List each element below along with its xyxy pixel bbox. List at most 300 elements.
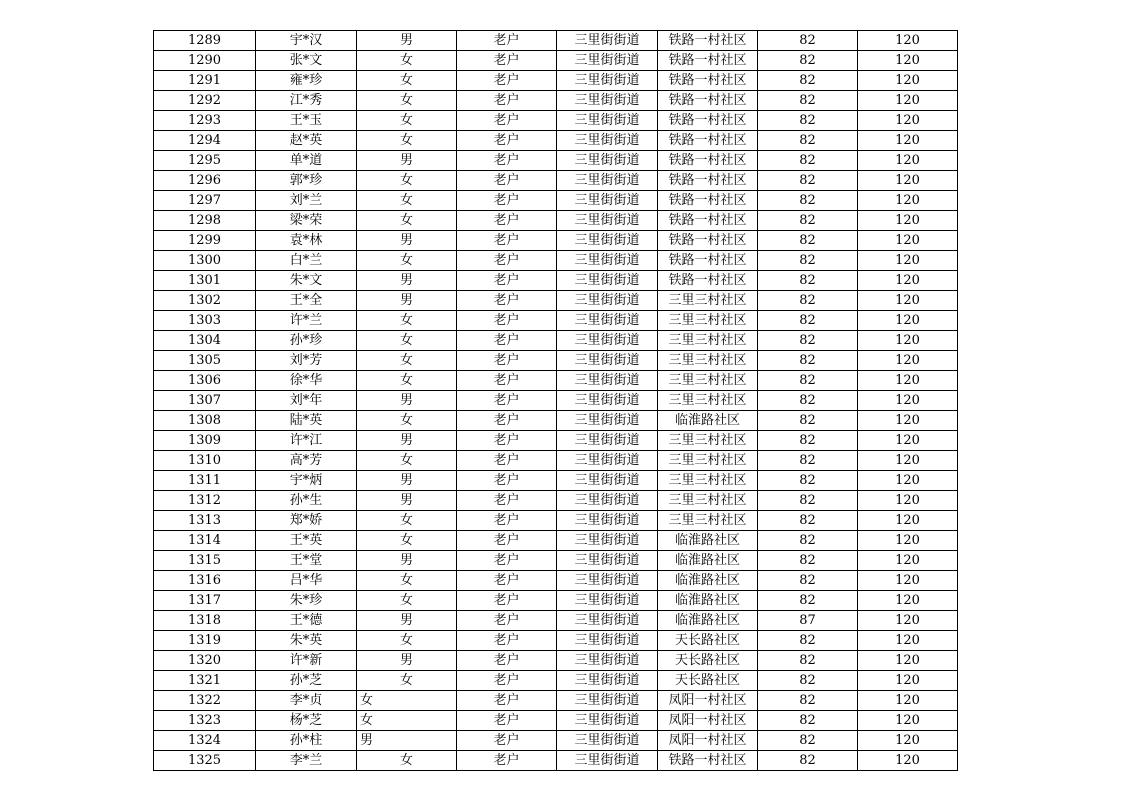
cell-name: 宇*炳: [256, 471, 357, 491]
cell-amount: 120: [858, 731, 958, 751]
cell-number: 1300: [154, 251, 256, 271]
cell-street: 三里街街道: [557, 291, 658, 311]
cell-household-type: 老户: [457, 111, 557, 131]
table-row: [154, 291, 958, 311]
cell-community: 铁路一村社区: [658, 751, 758, 771]
cell-score: 82: [758, 631, 858, 651]
cell-name: 王*全: [256, 291, 357, 311]
cell-number: 1324: [154, 731, 256, 751]
cell-amount: 120: [858, 51, 958, 71]
cell-score: 82: [758, 431, 858, 451]
cell-street: 三里街街道: [557, 31, 658, 51]
cell-gender: 女: [357, 631, 457, 651]
cell-score: 82: [758, 651, 858, 671]
cell-number: 1305: [154, 351, 256, 371]
cell-household-type: 老户: [457, 71, 557, 91]
table-row: [154, 671, 958, 691]
cell-amount: 120: [858, 171, 958, 191]
cell-amount: 120: [858, 491, 958, 511]
cell-amount: 120: [858, 331, 958, 351]
cell-number: 1298: [154, 211, 256, 231]
cell-household-type: 老户: [457, 451, 557, 471]
cell-gender: 女: [357, 671, 457, 691]
cell-name: 许*新: [256, 651, 357, 671]
cell-household-type: 老户: [457, 371, 557, 391]
data-table: [153, 30, 958, 771]
cell-number: 1304: [154, 331, 256, 351]
cell-household-type: 老户: [457, 691, 557, 711]
cell-name: 袁*林: [256, 231, 357, 251]
cell-community: 三里三村社区: [658, 431, 758, 451]
cell-name: 孙*生: [256, 491, 357, 511]
cell-household-type: 老户: [457, 411, 557, 431]
cell-name: 徐*华: [256, 371, 357, 391]
cell-amount: 120: [858, 311, 958, 331]
cell-community: 临淮路社区: [658, 531, 758, 551]
cell-score: 82: [758, 71, 858, 91]
cell-gender: 男: [357, 611, 457, 631]
cell-community: 铁路一村社区: [658, 151, 758, 171]
cell-name: 杨*芝: [256, 711, 357, 731]
cell-community: 铁路一村社区: [658, 191, 758, 211]
cell-gender: 男: [357, 471, 457, 491]
cell-community: 临淮路社区: [658, 611, 758, 631]
table-row: [154, 751, 958, 771]
cell-gender: 女: [357, 91, 457, 111]
cell-amount: 120: [858, 751, 958, 771]
cell-household-type: 老户: [457, 191, 557, 211]
cell-number: 1322: [154, 691, 256, 711]
cell-gender: 男: [357, 31, 457, 51]
cell-number: 1314: [154, 531, 256, 551]
cell-household-type: 老户: [457, 51, 557, 71]
cell-number: 1290: [154, 51, 256, 71]
table-row: [154, 471, 958, 491]
table-row: [154, 71, 958, 91]
table-body: [154, 31, 958, 771]
table-row: [154, 171, 958, 191]
cell-household-type: 老户: [457, 711, 557, 731]
cell-name: 王*玉: [256, 111, 357, 131]
cell-amount: 120: [858, 671, 958, 691]
cell-amount: 120: [858, 531, 958, 551]
cell-score: 82: [758, 711, 858, 731]
cell-gender: 男: [357, 231, 457, 251]
cell-household-type: 老户: [457, 551, 557, 571]
cell-score: 82: [758, 151, 858, 171]
cell-name: 孙*芝: [256, 671, 357, 691]
table-row: [154, 451, 958, 471]
cell-number: 1315: [154, 551, 256, 571]
cell-name: 江*秀: [256, 91, 357, 111]
table-row: [154, 331, 958, 351]
cell-household-type: 老户: [457, 271, 557, 291]
cell-community: 临淮路社区: [658, 571, 758, 591]
cell-gender: 男: [357, 651, 457, 671]
cell-gender: 女: [357, 371, 457, 391]
cell-score: 82: [758, 271, 858, 291]
cell-number: 1306: [154, 371, 256, 391]
cell-community: 临淮路社区: [658, 591, 758, 611]
cell-street: 三里街街道: [557, 491, 658, 511]
cell-number: 1311: [154, 471, 256, 491]
cell-street: 三里街街道: [557, 111, 658, 131]
cell-community: 天长路社区: [658, 631, 758, 651]
cell-amount: 120: [858, 431, 958, 451]
cell-number: 1303: [154, 311, 256, 331]
cell-amount: 120: [858, 111, 958, 131]
cell-street: 三里街街道: [557, 591, 658, 611]
cell-score: 82: [758, 31, 858, 51]
cell-name: 朱*珍: [256, 591, 357, 611]
cell-number: 1291: [154, 71, 256, 91]
cell-name: 郭*珍: [256, 171, 357, 191]
cell-number: 1302: [154, 291, 256, 311]
cell-household-type: 老户: [457, 231, 557, 251]
cell-score: 87: [758, 611, 858, 631]
cell-score: 82: [758, 51, 858, 71]
table-row: [154, 271, 958, 291]
cell-amount: 120: [858, 71, 958, 91]
cell-community: 三里三村社区: [658, 371, 758, 391]
cell-street: 三里街街道: [557, 451, 658, 471]
cell-name: 单*道: [256, 151, 357, 171]
cell-score: 82: [758, 691, 858, 711]
cell-gender: 男: [357, 151, 457, 171]
cell-street: 三里街街道: [557, 411, 658, 431]
cell-household-type: 老户: [457, 151, 557, 171]
table-row: [154, 651, 958, 671]
cell-score: 82: [758, 191, 858, 211]
cell-street: 三里街街道: [557, 351, 658, 371]
cell-number: 1312: [154, 491, 256, 511]
cell-name: 宇*汉: [256, 31, 357, 51]
cell-community: 三里三村社区: [658, 391, 758, 411]
cell-name: 刘*年: [256, 391, 357, 411]
table-row: [154, 551, 958, 571]
cell-community: 铁路一村社区: [658, 271, 758, 291]
cell-name: 朱*英: [256, 631, 357, 651]
cell-street: 三里街街道: [557, 331, 658, 351]
cell-amount: 120: [858, 191, 958, 211]
cell-amount: 120: [858, 651, 958, 671]
cell-household-type: 老户: [457, 471, 557, 491]
cell-gender: 男: [357, 731, 457, 751]
cell-amount: 120: [858, 471, 958, 491]
cell-gender: 女: [357, 591, 457, 611]
cell-score: 82: [758, 411, 858, 431]
cell-name: 陆*英: [256, 411, 357, 431]
cell-household-type: 老户: [457, 531, 557, 551]
cell-amount: 120: [858, 451, 958, 471]
cell-name: 王*德: [256, 611, 357, 631]
cell-street: 三里街街道: [557, 271, 658, 291]
cell-household-type: 老户: [457, 91, 557, 111]
cell-street: 三里街街道: [557, 431, 658, 451]
table-row: [154, 51, 958, 71]
cell-score: 82: [758, 311, 858, 331]
cell-amount: 120: [858, 351, 958, 371]
cell-score: 82: [758, 451, 858, 471]
cell-name: 刘*兰: [256, 191, 357, 211]
cell-number: 1295: [154, 151, 256, 171]
cell-community: 临淮路社区: [658, 411, 758, 431]
cell-community: 三里三村社区: [658, 511, 758, 531]
table-row: [154, 431, 958, 451]
cell-community: 铁路一村社区: [658, 231, 758, 251]
table-row: [154, 351, 958, 371]
cell-gender: 女: [357, 511, 457, 531]
cell-gender: 女: [357, 131, 457, 151]
cell-community: 三里三村社区: [658, 451, 758, 471]
cell-name: 朱*文: [256, 271, 357, 291]
cell-street: 三里街街道: [557, 631, 658, 651]
table-row: [154, 251, 958, 271]
cell-amount: 120: [858, 411, 958, 431]
cell-street: 三里街街道: [557, 91, 658, 111]
cell-gender: 男: [357, 431, 457, 451]
cell-gender: 女: [357, 171, 457, 191]
cell-number: 1292: [154, 91, 256, 111]
cell-street: 三里街街道: [557, 191, 658, 211]
cell-amount: 120: [858, 251, 958, 271]
cell-gender: 女: [357, 751, 457, 771]
cell-score: 82: [758, 211, 858, 231]
cell-score: 82: [758, 591, 858, 611]
cell-community: 铁路一村社区: [658, 51, 758, 71]
cell-household-type: 老户: [457, 511, 557, 531]
cell-number: 1297: [154, 191, 256, 211]
cell-amount: 120: [858, 91, 958, 111]
cell-gender: 女: [357, 691, 457, 711]
cell-name: 刘*芳: [256, 351, 357, 371]
table-row: [154, 391, 958, 411]
cell-street: 三里街街道: [557, 611, 658, 631]
cell-name: 吕*华: [256, 571, 357, 591]
cell-gender: 男: [357, 291, 457, 311]
cell-street: 三里街街道: [557, 171, 658, 191]
cell-number: 1309: [154, 431, 256, 451]
cell-household-type: 老户: [457, 331, 557, 351]
cell-community: 铁路一村社区: [658, 131, 758, 151]
cell-community: 临淮路社区: [658, 551, 758, 571]
cell-gender: 女: [357, 351, 457, 371]
cell-amount: 120: [858, 231, 958, 251]
cell-name: 王*英: [256, 531, 357, 551]
cell-community: 铁路一村社区: [658, 31, 758, 51]
cell-amount: 120: [858, 31, 958, 51]
cell-household-type: 老户: [457, 651, 557, 671]
table-row: [154, 691, 958, 711]
cell-score: 82: [758, 511, 858, 531]
cell-street: 三里街街道: [557, 711, 658, 731]
cell-household-type: 老户: [457, 431, 557, 451]
cell-community: 凤阳一村社区: [658, 691, 758, 711]
cell-number: 1307: [154, 391, 256, 411]
cell-score: 82: [758, 231, 858, 251]
cell-street: 三里街街道: [557, 651, 658, 671]
cell-household-type: 老户: [457, 571, 557, 591]
cell-name: 高*芳: [256, 451, 357, 471]
table-row: [154, 611, 958, 631]
cell-street: 三里街街道: [557, 531, 658, 551]
cell-number: 1317: [154, 591, 256, 611]
cell-household-type: 老户: [457, 351, 557, 371]
cell-score: 82: [758, 131, 858, 151]
cell-amount: 120: [858, 371, 958, 391]
cell-number: 1321: [154, 671, 256, 691]
cell-street: 三里街街道: [557, 731, 658, 751]
cell-household-type: 老户: [457, 731, 557, 751]
cell-score: 82: [758, 371, 858, 391]
cell-number: 1319: [154, 631, 256, 651]
cell-gender: 女: [357, 331, 457, 351]
cell-score: 82: [758, 671, 858, 691]
cell-score: 82: [758, 751, 858, 771]
cell-household-type: 老户: [457, 671, 557, 691]
cell-household-type: 老户: [457, 211, 557, 231]
cell-household-type: 老户: [457, 751, 557, 771]
cell-amount: 120: [858, 391, 958, 411]
table-row: [154, 211, 958, 231]
cell-score: 82: [758, 111, 858, 131]
cell-household-type: 老户: [457, 611, 557, 631]
cell-score: 82: [758, 551, 858, 571]
cell-score: 82: [758, 331, 858, 351]
cell-community: 铁路一村社区: [658, 211, 758, 231]
cell-household-type: 老户: [457, 391, 557, 411]
cell-amount: 120: [858, 131, 958, 151]
cell-household-type: 老户: [457, 631, 557, 651]
cell-name: 王*堂: [256, 551, 357, 571]
cell-amount: 120: [858, 291, 958, 311]
table-row: [154, 131, 958, 151]
cell-amount: 120: [858, 551, 958, 571]
cell-amount: 120: [858, 631, 958, 651]
cell-community: 铁路一村社区: [658, 171, 758, 191]
cell-street: 三里街街道: [557, 231, 658, 251]
cell-score: 82: [758, 351, 858, 371]
cell-community: 铁路一村社区: [658, 91, 758, 111]
cell-community: 天长路社区: [658, 651, 758, 671]
cell-gender: 女: [357, 71, 457, 91]
cell-number: 1296: [154, 171, 256, 191]
cell-household-type: 老户: [457, 491, 557, 511]
cell-gender: 女: [357, 251, 457, 271]
table-row: [154, 731, 958, 751]
cell-gender: 女: [357, 311, 457, 331]
cell-number: 1289: [154, 31, 256, 51]
cell-street: 三里街街道: [557, 311, 658, 331]
cell-community: 铁路一村社区: [658, 111, 758, 131]
cell-community: 铁路一村社区: [658, 251, 758, 271]
cell-name: 雍*珍: [256, 71, 357, 91]
cell-street: 三里街街道: [557, 511, 658, 531]
cell-amount: 120: [858, 151, 958, 171]
cell-name: 张*文: [256, 51, 357, 71]
cell-community: 三里三村社区: [658, 331, 758, 351]
cell-score: 82: [758, 291, 858, 311]
cell-amount: 120: [858, 211, 958, 231]
table-row: [154, 631, 958, 651]
cell-street: 三里街街道: [557, 551, 658, 571]
cell-gender: 女: [357, 211, 457, 231]
cell-number: 1313: [154, 511, 256, 531]
cell-street: 三里街街道: [557, 391, 658, 411]
cell-score: 82: [758, 731, 858, 751]
cell-name: 梁*荣: [256, 211, 357, 231]
table-row: [154, 711, 958, 731]
cell-score: 82: [758, 391, 858, 411]
cell-number: 1310: [154, 451, 256, 471]
cell-name: 郑*娇: [256, 511, 357, 531]
cell-number: 1318: [154, 611, 256, 631]
cell-score: 82: [758, 91, 858, 111]
cell-number: 1294: [154, 131, 256, 151]
cell-street: 三里街街道: [557, 371, 658, 391]
cell-amount: 120: [858, 271, 958, 291]
cell-household-type: 老户: [457, 31, 557, 51]
cell-score: 82: [758, 171, 858, 191]
cell-amount: 120: [858, 511, 958, 531]
cell-number: 1323: [154, 711, 256, 731]
table-row: [154, 411, 958, 431]
cell-street: 三里街街道: [557, 471, 658, 491]
cell-household-type: 老户: [457, 251, 557, 271]
cell-street: 三里街街道: [557, 751, 658, 771]
cell-street: 三里街街道: [557, 571, 658, 591]
cell-community: 三里三村社区: [658, 311, 758, 331]
cell-street: 三里街街道: [557, 691, 658, 711]
cell-street: 三里街街道: [557, 71, 658, 91]
table-row: [154, 591, 958, 611]
cell-gender: 男: [357, 391, 457, 411]
table-row: [154, 231, 958, 251]
cell-name: 李*贞: [256, 691, 357, 711]
cell-household-type: 老户: [457, 131, 557, 151]
cell-score: 82: [758, 471, 858, 491]
cell-community: 三里三村社区: [658, 471, 758, 491]
cell-name: 孙*珍: [256, 331, 357, 351]
cell-street: 三里街街道: [557, 211, 658, 231]
cell-community: 凤阳一村社区: [658, 711, 758, 731]
table-row: [154, 191, 958, 211]
cell-community: 三里三村社区: [658, 291, 758, 311]
cell-number: 1320: [154, 651, 256, 671]
cell-household-type: 老户: [457, 171, 557, 191]
cell-street: 三里街街道: [557, 251, 658, 271]
cell-amount: 120: [858, 591, 958, 611]
table-row: [154, 531, 958, 551]
cell-gender: 男: [357, 551, 457, 571]
cell-number: 1299: [154, 231, 256, 251]
cell-number: 1301: [154, 271, 256, 291]
cell-name: 许*兰: [256, 311, 357, 331]
cell-street: 三里街街道: [557, 671, 658, 691]
cell-score: 82: [758, 251, 858, 271]
table-row: [154, 111, 958, 131]
table-row: [154, 151, 958, 171]
cell-gender: 男: [357, 271, 457, 291]
cell-community: 凤阳一村社区: [658, 731, 758, 751]
cell-name: 许*江: [256, 431, 357, 451]
cell-community: 铁路一村社区: [658, 71, 758, 91]
table-row: [154, 571, 958, 591]
table-row: [154, 491, 958, 511]
cell-amount: 120: [858, 691, 958, 711]
cell-household-type: 老户: [457, 591, 557, 611]
table-row: [154, 91, 958, 111]
